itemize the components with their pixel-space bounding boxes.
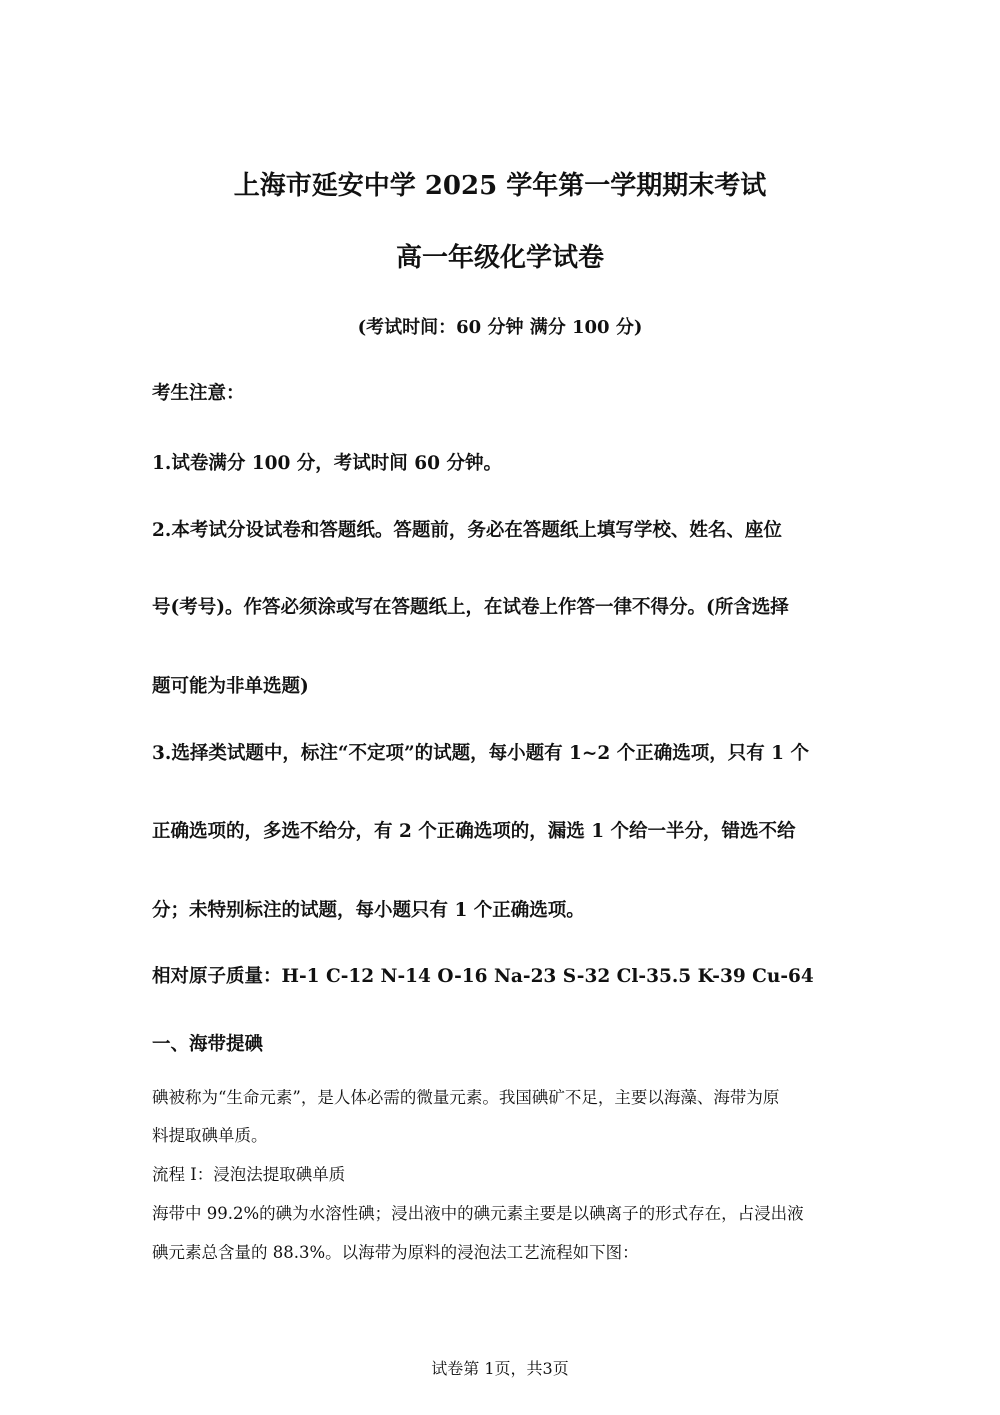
notice-line: 题可能为非单选题)	[152, 676, 309, 697]
notice-line: 3.选择类试题中，标注“不定项”的试题，每小题有 1~2 个正确选项，只有 1 个	[152, 743, 809, 764]
notice-line: 正确选项的，多选不给分，有 2 个正确选项的，漏选 1 个给一半分，错选不给	[152, 821, 796, 842]
paragraph-line: 海带中 99.2%的碘为水溶性碘；浸出液中的碘元素主要是以碘离子的形式存在，占浸出液	[152, 1204, 804, 1223]
paragraph-line: 料提取碘单质。	[152, 1126, 268, 1145]
notice-line: 2.本考试分设试卷和答题纸。答题前，务必在答题纸上填写学校、姓名、座位	[152, 520, 782, 541]
notice-heading: 考生注意：	[152, 383, 245, 404]
atomic-mass-line: 相对原子质量：H-1 C-12 N-14 O-16 Na-23 S-32 Cl-35.5 K-39 Cu-64	[152, 966, 814, 987]
section-heading: 一、海带提碘	[152, 1034, 264, 1055]
notice-line: 1.试卷满分 100 分，考试时间 60 分钟。	[152, 453, 502, 474]
page-footer: 试卷第 1页，共3页	[431, 1359, 569, 1378]
exam-time-info: (考试时间：60 分钟 满分 100 分)	[357, 317, 643, 338]
process-label: 流程 I：浸泡法提取碘单质	[152, 1165, 346, 1184]
exam-subject-title: 高一年级化学试卷	[395, 243, 604, 273]
notice-line: 号(考号)。作答必须涂或写在答题纸上，在试卷上作答一律不得分。(所含选择	[152, 597, 789, 618]
paragraph-line: 碘被称为“生命元素”，是人体必需的微量元素。我国碘矿不足，主要以海藻、海带为原	[152, 1088, 780, 1107]
exam-title: 上海市延安中学 2025 学年第一学期期末考试	[233, 171, 767, 201]
notice-line: 分；未特别标注的试题，每小题只有 1 个正确选项。	[152, 900, 585, 921]
paragraph-line: 碘元素总含量的 88.3%。以海带为原料的浸泡法工艺流程如下图：	[152, 1243, 639, 1262]
